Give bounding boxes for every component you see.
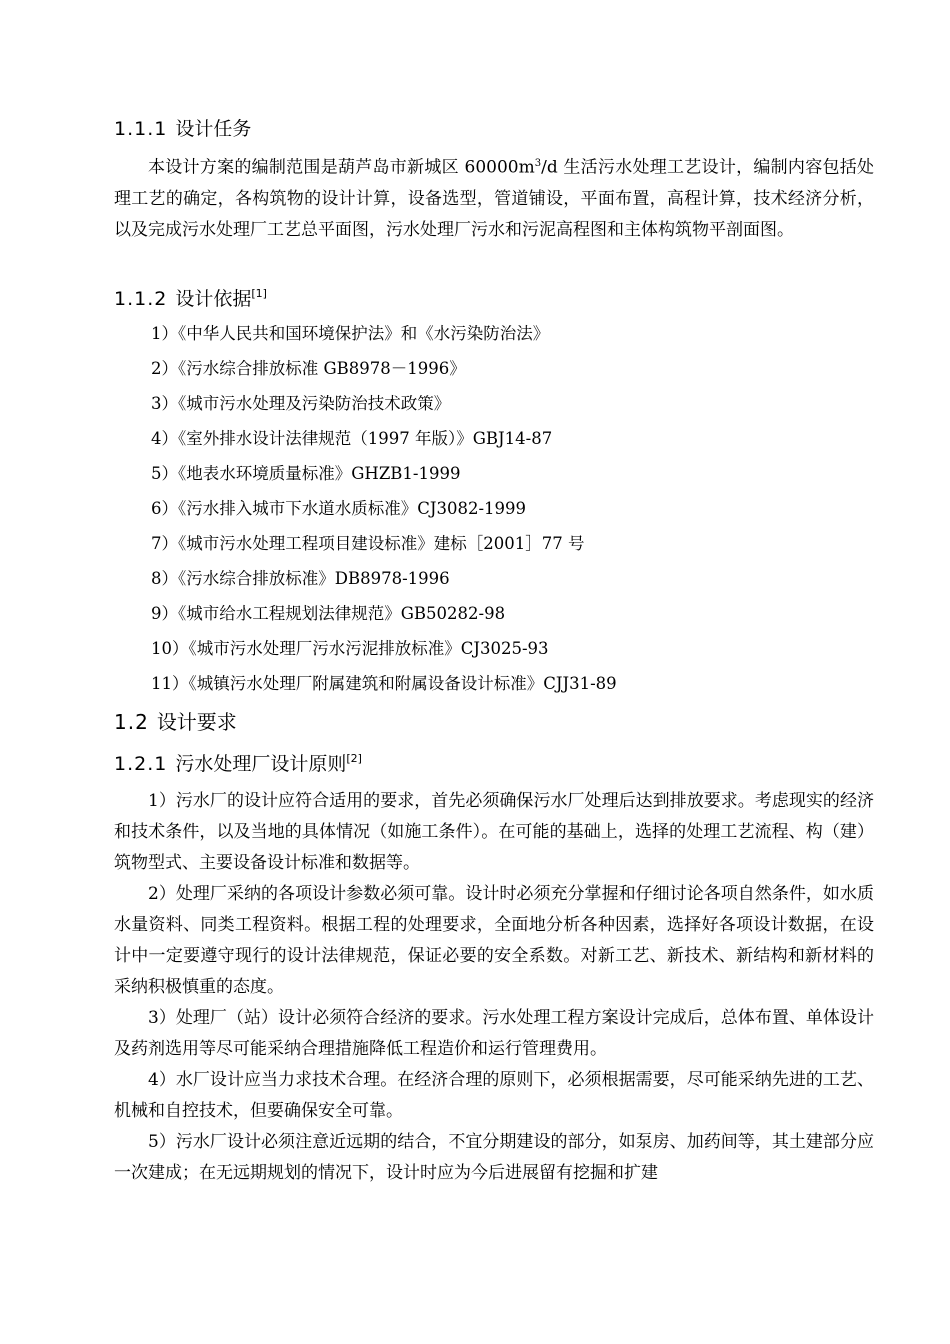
list-item: 8）《污水综合排放标准》DB8978-1996 <box>151 569 450 588</box>
heading-title: 设计依据 <box>175 288 252 310</box>
heading-number: 1.1.2 <box>114 288 168 310</box>
list-item: 6）《污水排入城市下水道水质标准》CJ3082-1999 <box>151 499 527 518</box>
list-item: 9）《城市给水工程规划法律规范》GB50282-98 <box>151 604 506 623</box>
principle-paragraph: 1）污水厂的设计应符合适用的要求，首先必须确保污水厂处理后达到排放要求。考虑现实的经济和技术条件，以及当地的具体情况（如施工条件）。在可能的基础上，选择的处理工艺流程、构（建）筑物型式、主要设备设计标准和数据等。 <box>114 791 874 873</box>
heading-1-1-2 <box>114 286 267 312</box>
principle-paragraph: 4）水厂设计应当力求技术合理。在经济合理的原则下，必须根据需要，尽可能采纳先进的工艺、机械和自控技术，但要确保安全可靠。 <box>114 1070 874 1121</box>
heading-title: 设计任务 <box>175 118 252 140</box>
list-item: 3）《城市污水处理及污染防治技术政策》 <box>151 394 451 413</box>
heading-1-1-1 <box>114 116 251 142</box>
citation-ref: [1] <box>251 287 267 300</box>
heading-title: 污水处理厂设计原则 <box>175 753 347 775</box>
list-item: 2）《污水综合排放标准 GB8978－1996》 <box>151 359 466 378</box>
heading-number: 1.2 <box>114 710 149 734</box>
citation-ref: [2] <box>346 752 362 765</box>
principle-paragraph: 5）污水厂设计必须注意近远期的结合，不宜分期建设的部分，如泵房、加药间等，其土建部分应一次建成；在无远期规划的情况下，设计时应为今后进展留有挖掘和扩建 <box>114 1132 874 1183</box>
heading-number: 1.1.1 <box>114 118 168 140</box>
principle-paragraph: 2）处理厂采纳的各项设计参数必须可靠。设计时必须充分掌握和仔细讨论各项自然条件，如水质水量资料、同类工程资料。根据工程的处理要求，全面地分析各种因素，选择好各项设计数据，在设计中一定要遵守现行的设计法律规范，保证必要的安全系数。对新工艺、新技术、新结构和新材料的采纳积极慎重的态度。 <box>114 884 874 997</box>
heading-number: 1.2.1 <box>114 753 168 775</box>
principles-section <box>114 786 874 1189</box>
principle-paragraph: 3）处理厂（站）设计必须符合经济的要求。污水处理工程方案设计完成后，总体布置、单体设计及药剂选用等尽可能采纳合理措施降低工程造价和运行管理费用。 <box>114 1008 874 1059</box>
list-item: 4）《室外排水设计法律规范（1997 年版）》GBJ14-87 <box>151 429 553 448</box>
list-item: 1）《中华人民共和国环境保护法》和《水污染防治法》 <box>151 324 550 343</box>
design-basis-list <box>151 320 617 705</box>
heading-1-2-1 <box>114 751 362 777</box>
heading-1-2 <box>114 709 237 735</box>
list-item: 5）《地表水环境质量标准》GHZB1-1999 <box>151 464 461 483</box>
list-item: 7）《城市污水处理工程项目建设标准》建标［2001］77 号 <box>151 534 585 553</box>
list-item: 11）《城镇污水处理厂附属建筑和附属设备设计标准》CJJ31-89 <box>151 674 617 693</box>
task-paragraph: 本设计方案的编制范围是葫芦岛市新城区 $60000m^3/d$ 生活污水处理工艺设计，编制内容包括处理工艺的确定，各构筑物的设计计算，设备选型，管道铺设，平面布置，高程计算，技术经济分析，以及完成污水处理厂工艺总平面图，污水处理厂污水和污泥高程图和主体构筑物平剖面图。 <box>114 157 875 240</box>
heading-title: 设计要求 <box>156 710 237 734</box>
list-item: 10）《城市污水处理厂污水污泥排放标准》CJ3025-93 <box>151 639 549 658</box>
